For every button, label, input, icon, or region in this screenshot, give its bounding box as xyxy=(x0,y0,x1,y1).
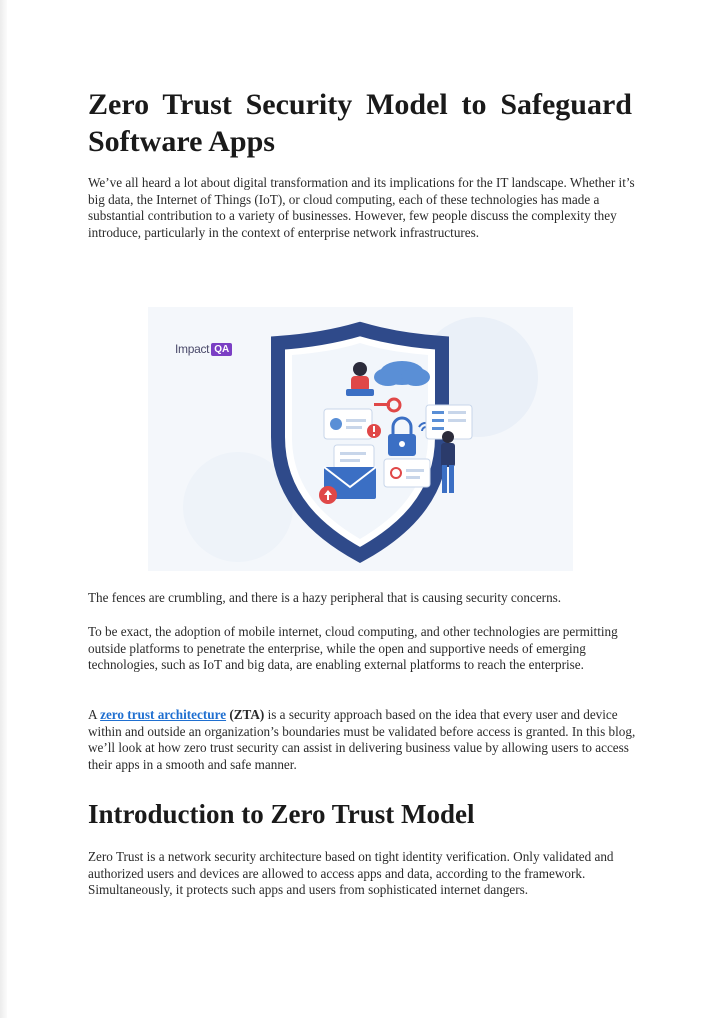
impactqa-logo xyxy=(175,342,232,356)
paragraph-2: To be exact, the adoption of mobile internet, cloud computing, and other technologies are permitting outside platforms to penetrate the enterprise, while the open and supportive needs of emerging technologies, such as IoT and big data, are enabling external platforms to reach the enterprise. xyxy=(88,624,618,673)
section-heading: Introduction to Zero Trust Model xyxy=(88,799,475,829)
list-card-icon xyxy=(334,445,374,469)
upload-icon xyxy=(319,486,337,504)
intro-paragraph: We’ve all heard a lot about digital transformation and its implications for the IT landscape. Whether it’s big data, the Internet of Things (IoT), or cloud computing, each of these technologies has made a substantial contribution to a variety of businesses. However, few people discuss the complexity they introduce, particularly in the context of enterprise network infrastructures. xyxy=(88,175,635,240)
para3-rest: is a security approach based on the idea that every user and device within and outside an organization’s boundaries must be validated before access is granted. In this blog, we’ll look at how zero trust security can assist in delivering business value by allowing users to access their apps in a smooth and safe manner. xyxy=(88,707,636,772)
paragraph-3 xyxy=(88,707,636,773)
paragraph-4: Zero Trust is a network security architecture based on tight identity verification. Only validated and authorized users and devices are allowed to access apps and data, according to the framework. Simultaneously, it protects such apps and users from sophisticated internet dangers. xyxy=(88,849,614,898)
zero-trust-architecture-link[interactable]: zero trust architecture xyxy=(100,707,227,722)
page-title: Zero Trust Security Model to Safeguard Software Apps xyxy=(88,88,632,158)
illustration-caption: The fences are crumbling, and there is a hazy peripheral that is causing security concerns. xyxy=(88,590,562,605)
warning-icon xyxy=(367,424,381,438)
logo-mark: QA xyxy=(211,343,232,356)
zero-trust-illustration xyxy=(148,307,573,571)
profile-card-icon xyxy=(324,409,372,439)
para3-lead: A xyxy=(88,707,101,722)
blocked-panel-icon xyxy=(384,459,430,487)
logo-word: Impact xyxy=(175,342,210,356)
person-standing-icon xyxy=(441,431,455,493)
page-edge-shadow xyxy=(0,0,7,1018)
zta-acronym: (ZTA) xyxy=(229,707,265,722)
